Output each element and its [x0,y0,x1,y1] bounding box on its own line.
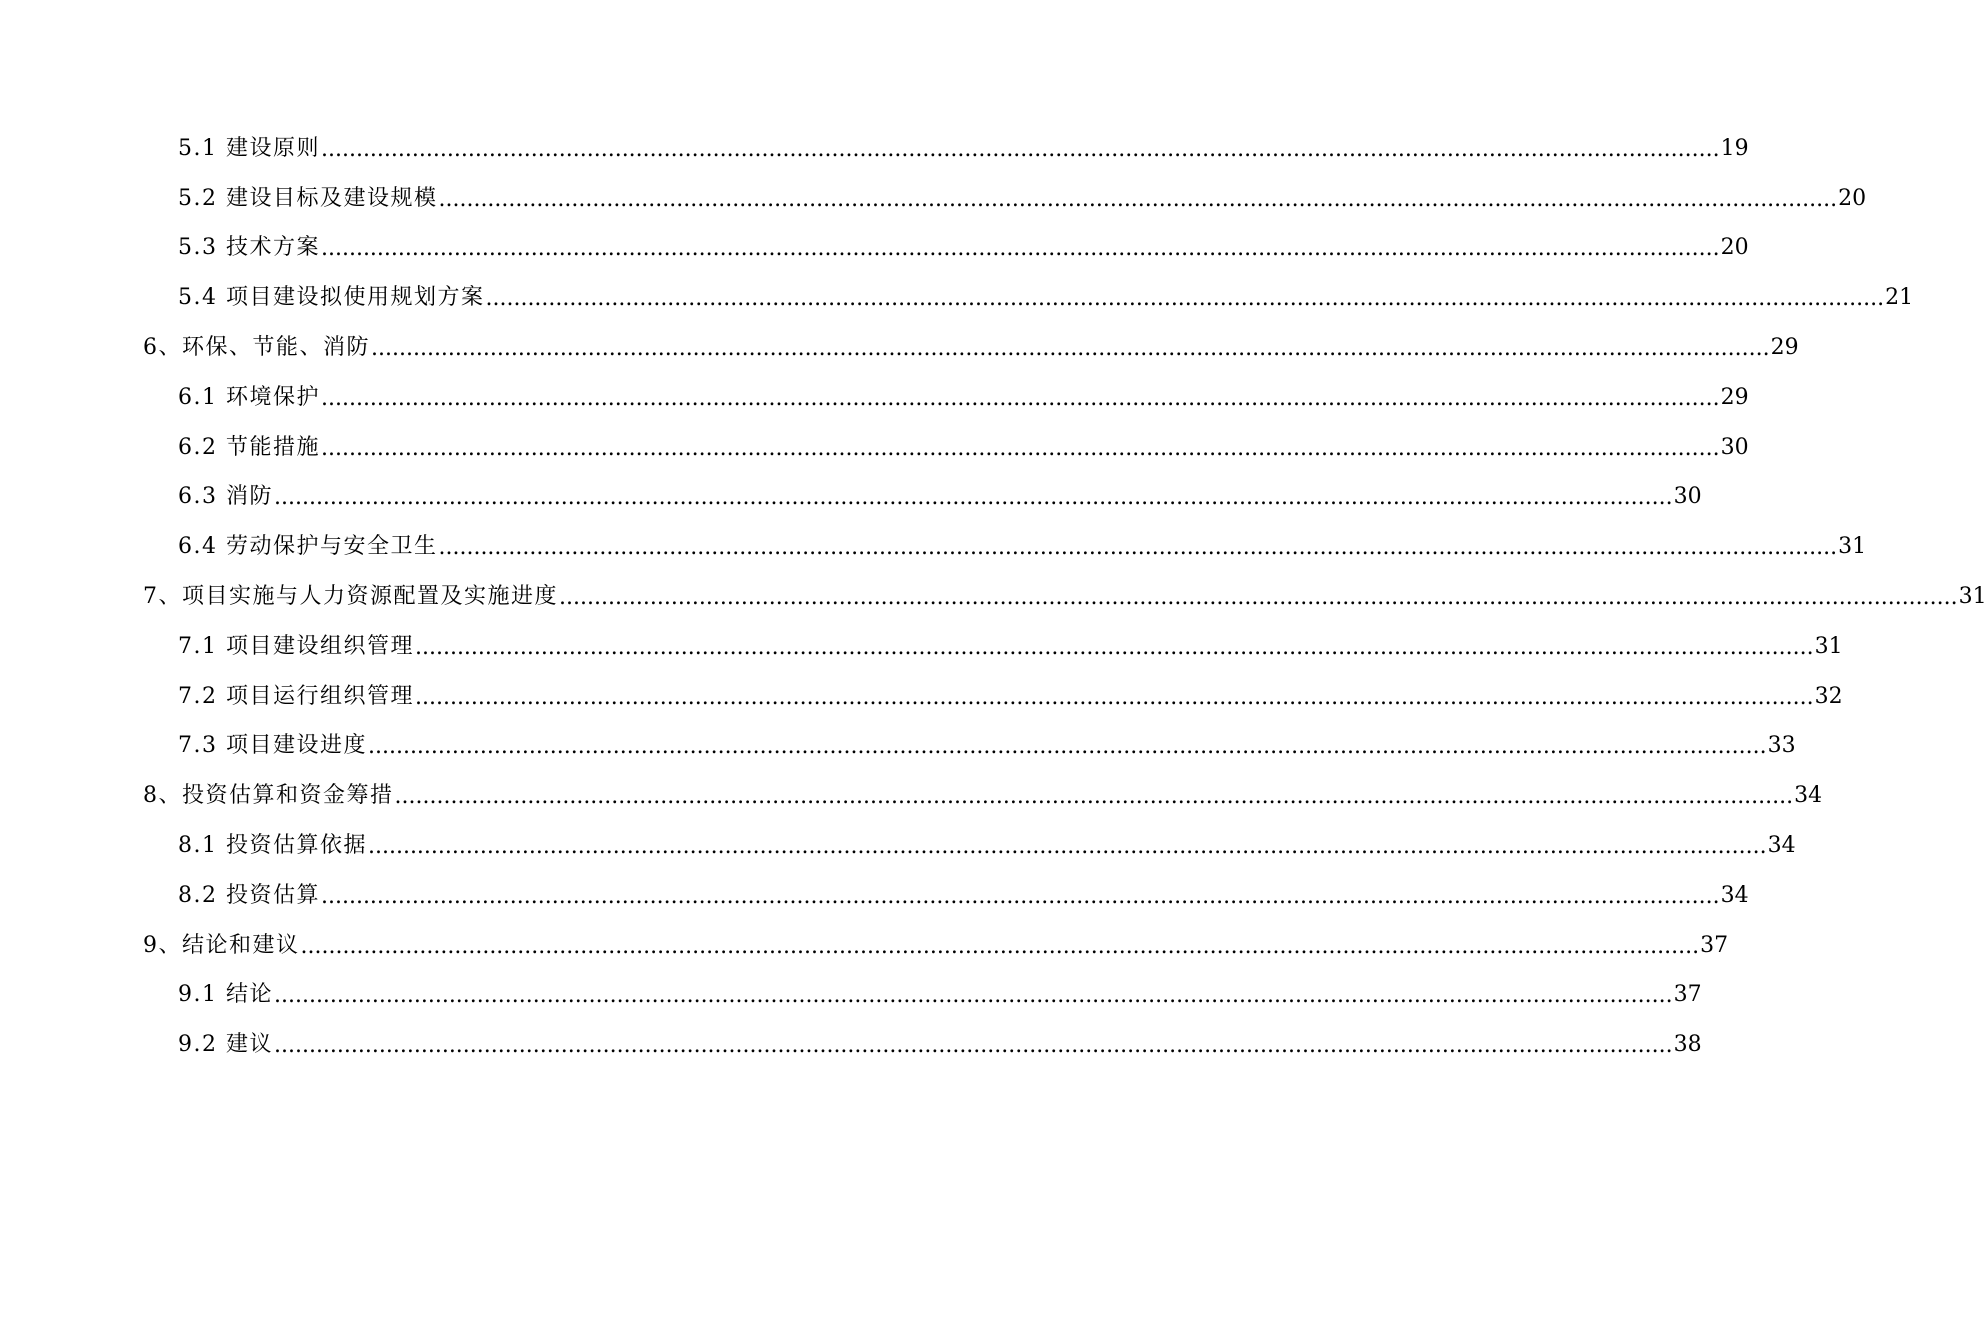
toc-page-number: 37 [1673,982,1702,1008]
toc-entry-title: 9、结论和建议 [143,932,300,958]
toc-leader-dots: ........................................................................................................................................................................................................ [273,1033,1673,1059]
toc-page-number: 34 [1767,833,1796,859]
toc-entry[interactable] [178,124,1749,174]
toc-leader-dots: ........................................................................................................................................................................................................ [320,136,1720,162]
toc-leader-dots: ........................................................................................................................................................................................................ [394,784,1794,810]
toc-page-number: 21 [1885,285,1914,311]
toc-entry-title: 7.1 项目建设组织管理 [178,633,414,659]
toc-entry[interactable] [178,971,1702,1021]
toc-entry-title: 7、项目实施与人力资源配置及实施进度 [143,584,558,610]
toc-page-number: 34 [1720,882,1749,908]
toc-leader-dots: ........................................................................................................................................................................................................ [414,634,1814,660]
toc-leader-dots: ........................................................................................................................................................................................................ [559,585,1958,611]
toc-leader-dots: ........................................................................................................................................................................................................ [438,535,1838,561]
toc-entry-title: 9.2 建议 [178,1032,273,1058]
toc-entry[interactable] [178,1020,1702,1070]
toc-leader-dots: ........................................................................................................................................................................................................ [273,485,1673,511]
toc-entry-title: 6.4 劳动保护与安全卫生 [178,534,438,560]
toc-page-number: 37 [1700,932,1729,958]
toc-entry[interactable] [143,323,1799,373]
toc-page-number: 34 [1794,783,1823,809]
toc-entry[interactable] [178,622,1843,672]
toc-page-number: 19 [1720,135,1749,161]
toc-leader-dots: ........................................................................................................................................................................................................ [320,385,1720,411]
toc-leader-dots: ........................................................................................................................................................................................................ [273,983,1673,1009]
toc-entry-title: 6、环保、节能、消防 [143,335,370,361]
toc-entry[interactable] [178,473,1702,523]
toc-entry-title: 5.2 建设目标及建设规模 [178,185,438,211]
toc-entry[interactable] [178,722,1796,772]
toc-entry[interactable] [178,672,1843,722]
toc-page-number: 30 [1720,434,1749,460]
toc-entry-title: 6.1 环境保护 [178,384,320,410]
toc-page-number: 33 [1767,733,1796,759]
table-of-contents [0,124,1987,1070]
toc-entry-title: 9.1 结论 [178,982,273,1008]
toc-page-number: 31 [1814,633,1843,659]
toc-entry-title: 7.2 项目运行组织管理 [178,683,414,709]
toc-entry[interactable] [178,423,1749,473]
toc-entry[interactable] [178,224,1749,274]
toc-entry[interactable] [178,373,1749,423]
toc-leader-dots: ........................................................................................................................................................................................................ [371,336,1770,362]
toc-entry[interactable] [143,921,1729,971]
toc-entry[interactable] [178,871,1749,921]
toc-page-number: 29 [1720,384,1749,410]
toc-page-number: 31 [1958,584,1987,610]
toc-page-number: 38 [1673,1032,1702,1058]
toc-entry[interactable] [178,522,1867,572]
toc-leader-dots: ........................................................................................................................................................................................................ [320,883,1720,909]
toc-entry[interactable] [143,572,1987,622]
toc-page-number: 31 [1838,534,1867,560]
toc-entry-title: 8.1 投资估算依据 [178,833,367,859]
toc-leader-dots: ........................................................................................................................................................................................................ [300,933,1700,959]
toc-leader-dots: ........................................................................................................................................................................................................ [367,734,1767,760]
toc-page-number: 29 [1770,335,1799,361]
toc-entry-title: 8.2 投资估算 [178,882,320,908]
toc-leader-dots: ........................................................................................................................................................................................................ [485,286,1885,312]
toc-leader-dots: ........................................................................................................................................................................................................ [320,435,1720,461]
toc-entry[interactable] [178,821,1796,871]
toc-entry-title: 5.3 技术方案 [178,235,320,261]
toc-leader-dots: ........................................................................................................................................................................................................ [438,186,1838,212]
toc-page-number: 32 [1814,683,1843,709]
toc-entry[interactable] [143,771,1823,821]
toc-entry-title: 7.3 项目建设进度 [178,733,367,759]
toc-leader-dots: ........................................................................................................................................................................................................ [367,834,1767,860]
toc-page-number: 30 [1673,484,1702,510]
toc-entry[interactable] [178,174,1867,224]
toc-page-number: 20 [1720,235,1749,261]
toc-entry-title: 6.3 消防 [178,484,273,510]
toc-entry-title: 8、投资估算和资金筹措 [143,783,394,809]
toc-leader-dots: ........................................................................................................................................................................................................ [414,684,1814,710]
toc-leader-dots: ........................................................................................................................................................................................................ [320,236,1720,262]
toc-entry-title: 5.1 建设原则 [178,135,320,161]
toc-page-number: 20 [1838,185,1867,211]
toc-entry[interactable] [178,273,1914,323]
toc-entry-title: 6.2 节能措施 [178,434,320,460]
toc-entry-title: 5.4 项目建设拟使用规划方案 [178,285,485,311]
